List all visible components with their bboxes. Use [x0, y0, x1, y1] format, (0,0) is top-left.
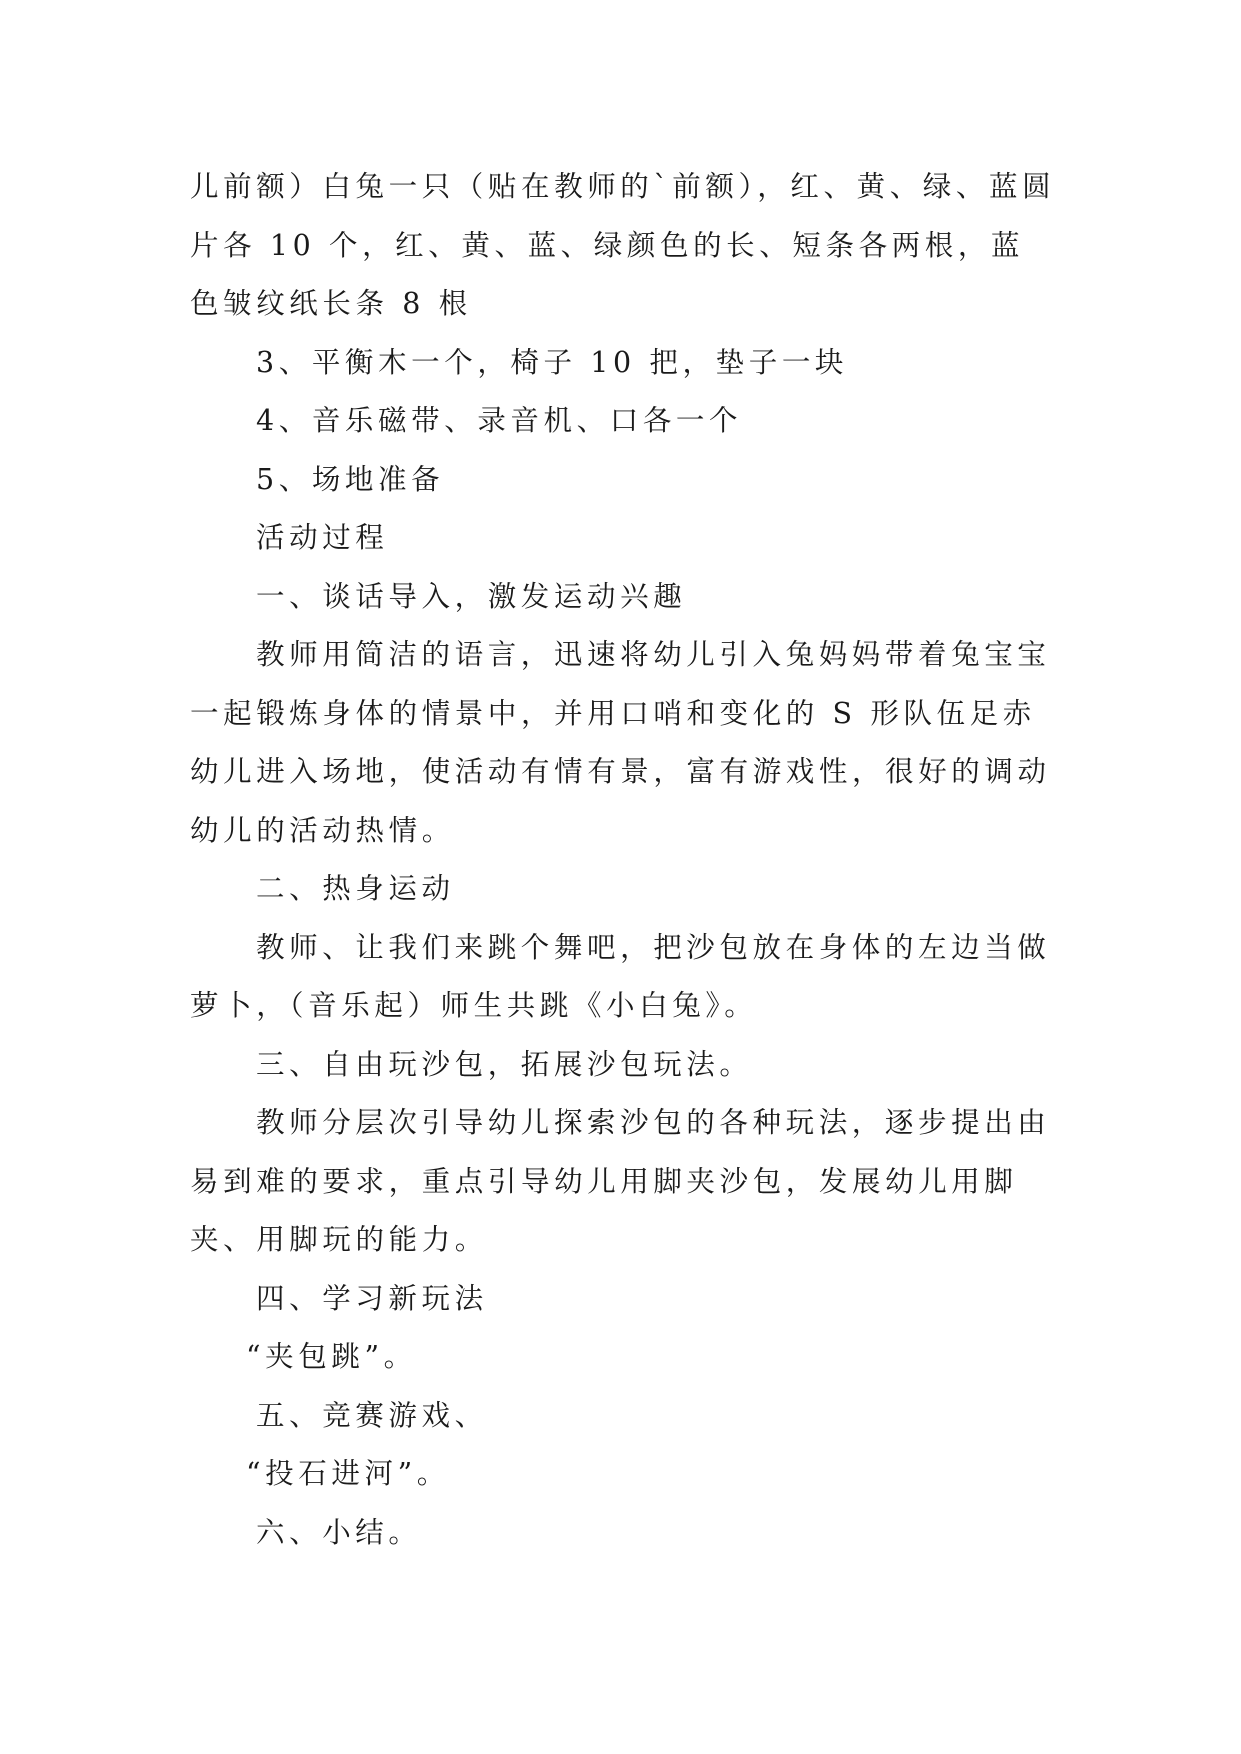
step-5-heading: 五、竞赛游戏、: [256, 1398, 488, 1432]
step-4-body: “夹包跳”。: [246, 1340, 417, 1373]
step-2-heading: 二、热身运动: [256, 872, 455, 905]
step-3-body: 教师分层次引导幼儿探索沙包的各种玩法，逐步提出由易到难的要求，重点引导幼儿用脚夹沙包，发展幼儿用脚夹、用脚玩的能力。: [190, 1106, 1051, 1256]
document-body: [190, 158, 1056, 1562]
step-3-heading: 三、自由玩沙包，拓展沙包玩法。: [256, 1047, 753, 1081]
step-1-body: 教师用简洁的语言，迅速将幼儿引入兔妈妈带着兔宝宝一起锻炼身体的情景中，并用口哨和变化的 S 形队伍足赤幼儿进入场地，使活动有情有景，富有游戏性，很好的调动幼儿的活动热情。: [190, 638, 1051, 847]
step-4-heading: 四、学习新玩法: [256, 1281, 488, 1315]
process-heading: 活动过程: [256, 521, 389, 554]
step-6-heading: 六、小结。: [256, 1515, 422, 1549]
step-5-body: “投石进河”。: [246, 1457, 450, 1490]
step-2-body: 教师、让我们来跳个舞吧，把沙包放在身体的左边当做萝卜，（音乐起）师生共跳《小白兔》。: [190, 930, 1051, 1022]
materials-item-3: 3、平衡木一个，椅子 10 把，垫子一块: [256, 345, 849, 379]
materials-continuation-paragraph: 儿前额）白兔一只（贴在教师的`前额），红、黄、绿、蓝圆片各 10 个，红、黄、蓝、绿颜色的长、短条各两根，蓝色皱纹纸长条 8 根: [190, 170, 1056, 320]
step-1-heading: 一、谈话导入，激发运动兴趣: [256, 579, 687, 613]
materials-item-4: 4、音乐磁带、录音机、口各一个: [256, 404, 743, 437]
materials-item-5: 5、场地准备: [256, 462, 445, 496]
